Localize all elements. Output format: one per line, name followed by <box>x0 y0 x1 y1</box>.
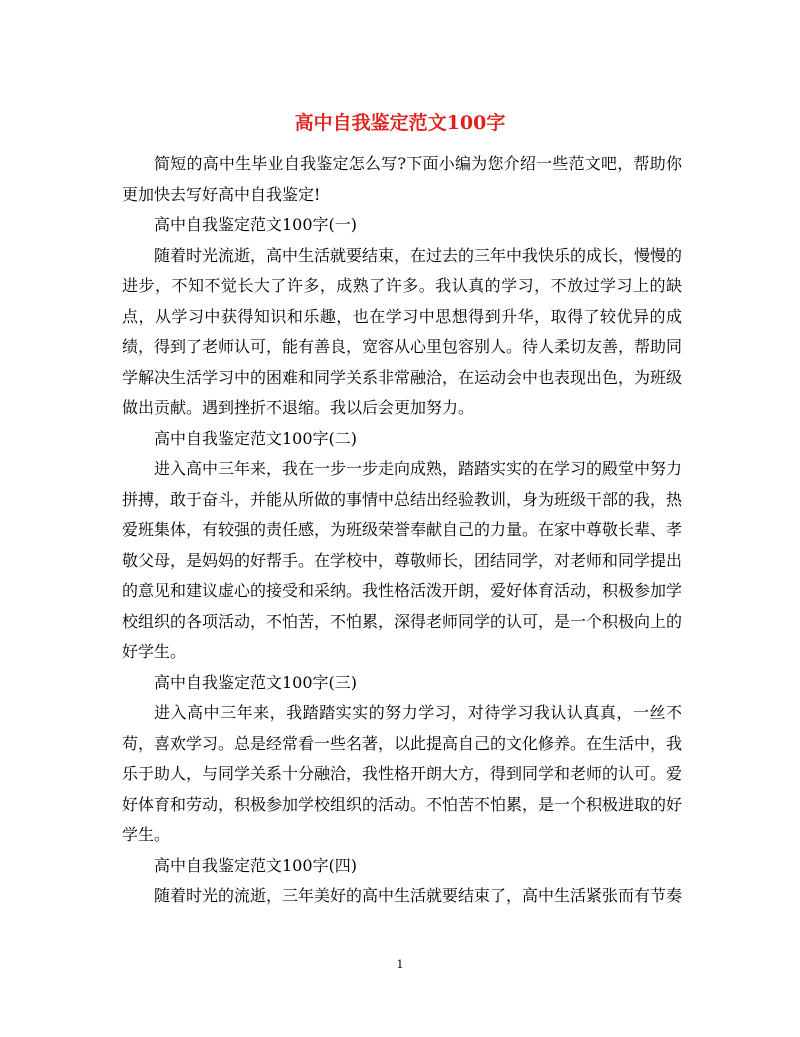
section-body-2: 进入高中三年来，我在一步一步走向成熟，踏踏实实的在学习的殿堂中努力拼搏，敢于奋斗，并能从所做的事情中总结出经验教训，身为班级干部的我，热爱班集体，有较强的责任感，为班级荣誉奉献自己的力量。在家中尊敬长辈、孝敬父母，是妈妈的好帮手。在学校中，尊敬师长，团结同学，对老师和同学提出的意见和建议虚心的接受和采纳。我性格活泼开朗，爱好体育活动，积极参加学校组织的各项活动，不怕苦，不怕累，深得老师同学的认可，是一个积极向上的好学生。 <box>122 459 683 661</box>
document-title: 高中自我鉴定范文100字 <box>294 112 506 134</box>
section-heading-1: 高中自我鉴定范文100字(一) <box>154 215 358 234</box>
section-heading-4: 高中自我鉴定范文100字(四) <box>154 855 358 875</box>
section-body-4: 随着时光的流逝，三年美好的高中生活就要结束了，高中生活紧张而有节奏 <box>154 886 683 905</box>
page-number: 1 <box>396 958 404 971</box>
intro-paragraph: 简短的高中生毕业自我鉴定怎么写?下面小编为您介绍一些范文吧，帮助你更加快去写好高中自我鉴定! <box>122 154 682 204</box>
section-heading-3: 高中自我鉴定范文100字(三) <box>154 672 358 692</box>
document-body <box>122 149 682 912</box>
section-body-3: 进入高中三年来，我踏踏实实的努力学习，对待学习我认认真真，一丝不苟，喜欢学习。总是经常看一些名著，以此提高自己的文化修养。在生活中，我乐于助人，与同学关系十分融洽，我性格开朗大方，得到同学和老师的认可。爱好体育和劳动，积极参加学校组织的活动。不怕苦不怕累，是一个积极进取的好学生。 <box>122 703 683 844</box>
section-heading-2: 高中自我鉴定范文100字(二) <box>154 428 358 448</box>
section-body-1: 随着时光流逝，高中生活就要结束，在过去的三年中我快乐的成长，慢慢的进步，不知不觉长大了许多，成熟了许多。我认真的学习，不放过学习上的缺点，从学习中获得知识和乐趣，也在学习中思想得到升华，取得了较优异的成绩，得到了老师认可，能有善良，宽容从心里包容别人。待人柔切友善，帮助同学解决生活学习中的困难和同学关系非常融洽，在运动会中也表现出色，为班级做出贡献。遇到挫折不退缩。我以后会更加努力。 <box>122 245 683 417</box>
